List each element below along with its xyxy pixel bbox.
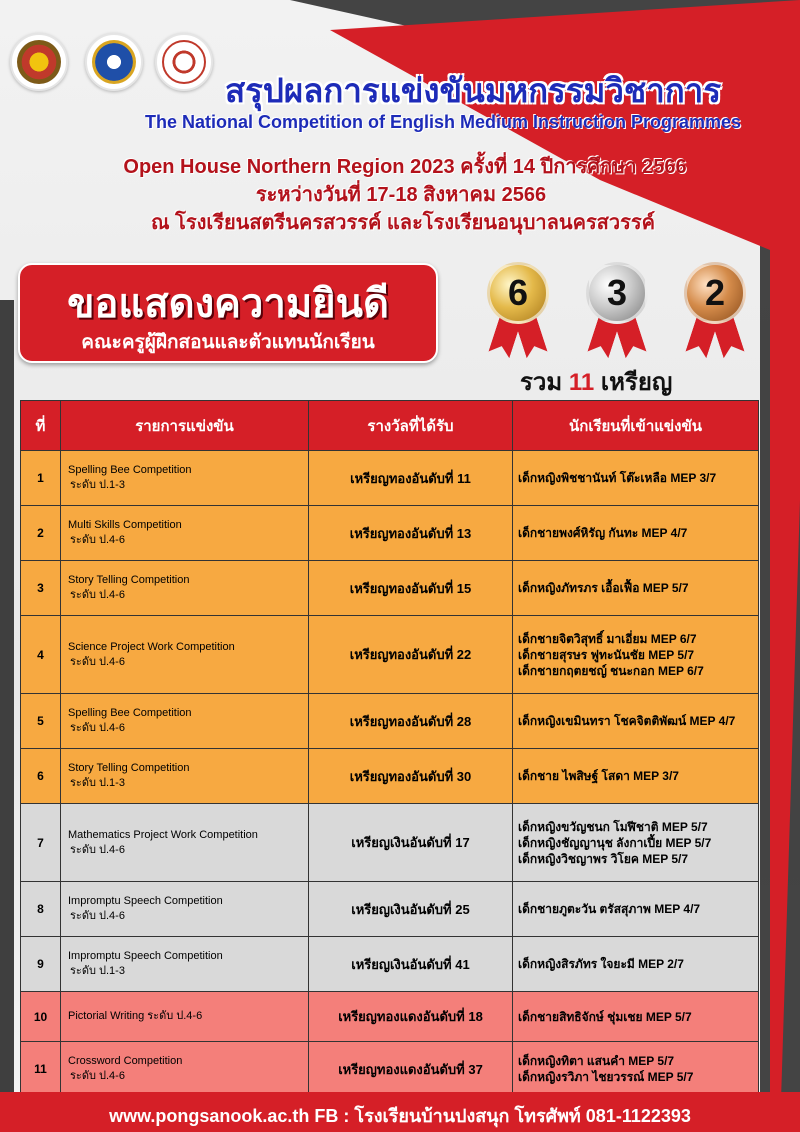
student-name: เด็กชายกฤตยชญ์ ชนะกอก MEP 6/7 xyxy=(518,663,704,678)
header-no: ที่ xyxy=(21,401,61,451)
row-number: 4 xyxy=(21,616,61,694)
total-suffix: เหรียญ xyxy=(600,369,673,396)
competition-name: Story Telling Competition xyxy=(68,762,190,774)
student-name: เด็กหญิงวิชญาพร วิโยค MEP 5/7 xyxy=(518,851,689,866)
students-cell xyxy=(513,1042,759,1097)
competition-name: Science Project Work Competition xyxy=(68,640,235,653)
award-cell: เหรียญทองแดงอันดับที่ 37 xyxy=(309,1042,513,1097)
competition-name: Spelling Bee Competition xyxy=(68,707,192,719)
row-number: 6 xyxy=(21,749,61,804)
bronze-medal-count: 2 xyxy=(684,262,746,324)
competition-cell xyxy=(61,882,309,937)
students-cell xyxy=(513,694,759,749)
students-cell xyxy=(513,749,759,804)
award-cell: เหรียญเงินอันดับที่ 25 xyxy=(309,882,513,937)
congratulations-subheading: คณะครูผู้ฝึกสอนและตัวแทนนักเรียน xyxy=(81,332,375,353)
competition-cell xyxy=(61,616,309,694)
silver-medal-count: 3 xyxy=(586,262,648,324)
table-row xyxy=(21,1042,759,1097)
competition-name: Mathematics Project Work Competition xyxy=(68,828,258,841)
students-cell xyxy=(513,451,759,506)
competition-cell xyxy=(61,451,309,506)
event-name: Open House Northern Region 2023 ครั้งที่ 14 ปีการศึกษา 2566 xyxy=(123,156,687,178)
competition-cell xyxy=(61,506,309,561)
competition-cell xyxy=(61,1042,309,1097)
award-cell: เหรียญทองอันดับที่ 15 xyxy=(309,561,513,616)
award-cell: เหรียญทองอันดับที่ 13 xyxy=(309,506,513,561)
gold-medal-icon xyxy=(483,258,553,358)
student-name: เด็กชายพงศ์หิรัญ กันทะ MEP 4/7 xyxy=(518,526,688,540)
students-cell xyxy=(513,937,759,992)
competition-cell xyxy=(61,561,309,616)
students-cell xyxy=(513,882,759,937)
student-name: เด็กหญิงพิชชานันท์ โต๊ะเหลือ MEP 3/7 xyxy=(518,471,717,485)
competition-name: Story Telling Competition xyxy=(68,574,190,586)
student-name: เด็กชายจิตวิสุทธิ์ มาเอี่ยม MEP 6/7 xyxy=(518,631,697,646)
total-count: 11 xyxy=(568,369,595,396)
table-header-row xyxy=(21,401,759,451)
congratulations-heading: ขอแสดงความยินดี xyxy=(67,282,389,326)
award-cell: เหรียญเงินอันดับที่ 17 xyxy=(309,804,513,882)
event-dates: ระหว่างวันที่ 17-18 สิงหาคม 2566 xyxy=(255,184,547,206)
page-title-english: The National Competition of English Medium Instruction Programmes xyxy=(145,112,742,132)
pongsanook-school-logo xyxy=(155,33,213,91)
students-cell xyxy=(513,506,759,561)
award-cell: เหรียญทองอันดับที่ 30 xyxy=(309,749,513,804)
student-name: เด็กชายสิทธิจักษ์ ชุ่มเชย MEP 5/7 xyxy=(518,1009,692,1024)
students-cell xyxy=(513,804,759,882)
competition-level: ระดับ ป.4-6 xyxy=(70,655,125,668)
row-number: 8 xyxy=(21,882,61,937)
row-number: 1 xyxy=(21,451,61,506)
competition-level: ระดับ ป.1-3 xyxy=(70,965,125,977)
student-name: เด็กชายภูตะวัน ตรัสสุภาพ MEP 4/7 xyxy=(518,902,701,916)
competition-name: Multi Skills Competition xyxy=(68,519,182,531)
competition-name: Crossword Competition xyxy=(68,1055,183,1067)
student-name: เด็กหญิงชัญญานุช ลังกาเปี้ย MEP 5/7 xyxy=(518,835,712,850)
student-name: เด็กหญิงภัทรภร เอื้อเฟื้อ MEP 5/7 xyxy=(518,581,689,595)
footer-contact: www.pongsanook.ac.th FB : โรงเรียนบ้านปงสนุก โทรศัพท์ 081-1122393 xyxy=(109,1106,691,1126)
competition-level: ระดับ ป.4-6 xyxy=(70,910,125,922)
students-cell xyxy=(513,616,759,694)
student-name: เด็กหญิงเขมินทรา โชคจิตติพัฒน์ MEP 4/7 xyxy=(518,714,736,728)
student-name: เด็กหญิงสิรภัทร ใจยะมี MEP 2/7 xyxy=(518,957,684,971)
student-name: เด็กหญิงรวิภา ไชยวรรณ์ MEP 5/7 xyxy=(518,1070,694,1084)
row-number: 7 xyxy=(21,804,61,882)
total-medals xyxy=(520,362,720,401)
table-row xyxy=(21,561,759,616)
student-name: เด็กหญิงทิตา แสนคำ MEP 5/7 xyxy=(518,1054,675,1068)
competition-level: ระดับ ป.4-6 xyxy=(70,843,125,856)
row-number: 11 xyxy=(21,1042,61,1097)
total-prefix: รวม xyxy=(520,369,563,396)
table-row xyxy=(21,616,759,694)
row-number: 9 xyxy=(21,937,61,992)
students-cell xyxy=(513,992,759,1042)
row-number: 5 xyxy=(21,694,61,749)
header-award: รางวัลที่ได้รับ xyxy=(309,401,513,451)
row-number: 2 xyxy=(21,506,61,561)
competition-level: ระดับ ป.1-3 xyxy=(70,777,125,789)
table-row xyxy=(21,451,759,506)
award-cell: เหรียญทองอันดับที่ 11 xyxy=(309,451,513,506)
header-competition: รายการแข่งขัน xyxy=(61,401,309,451)
page-title-thai: สรุปผลการแข่งขันมหกรรมวิชาการ xyxy=(225,72,722,109)
footer-bar xyxy=(0,1092,800,1132)
competition-name: Impromptu Speech Competition xyxy=(68,950,223,962)
award-cell: เหรียญทองอันดับที่ 28 xyxy=(309,694,513,749)
congratulations-banner xyxy=(18,263,438,363)
competition-name: Spelling Bee Competition xyxy=(68,464,192,476)
students-cell xyxy=(513,561,759,616)
bronze-medal-icon xyxy=(680,258,750,358)
award-cell: เหรียญทองแดงอันดับที่ 18 xyxy=(309,992,513,1042)
table-row xyxy=(21,804,759,882)
competition-name: Impromptu Speech Competition xyxy=(68,895,223,907)
competition-level: ระดับ ป.1-3 xyxy=(70,479,125,491)
table-row xyxy=(21,694,759,749)
student-name: เด็กชาย ไพสิษฐ์ โสดา MEP 3/7 xyxy=(518,769,679,783)
table-row xyxy=(21,506,759,561)
table-row xyxy=(21,937,759,992)
competition-cell xyxy=(61,992,309,1042)
gold-medal-count: 6 xyxy=(487,262,549,324)
student-name: เด็กหญิงขวัญชนก โมฬีชาติ MEP 5/7 xyxy=(518,819,708,834)
table-row xyxy=(21,992,759,1042)
row-number: 10 xyxy=(21,992,61,1042)
competition-level: ระดับ ป.4-6 xyxy=(70,589,125,601)
competition-level: ระดับ ป.4-6 xyxy=(70,534,125,546)
school-emblem-logo xyxy=(10,33,68,91)
competition-cell xyxy=(61,749,309,804)
header-students: นักเรียนที่เข้าแข่งขัน xyxy=(513,401,759,451)
mep-program-logo xyxy=(85,33,143,91)
silver-medal-icon xyxy=(582,258,652,358)
award-cell: เหรียญเงินอันดับที่ 41 xyxy=(309,937,513,992)
row-number: 3 xyxy=(21,561,61,616)
student-name: เด็กชายสุรษร ฟูทะนันชัย MEP 5/7 xyxy=(518,647,695,662)
table-row xyxy=(21,882,759,937)
table-row xyxy=(21,749,759,804)
award-cell: เหรียญทองอันดับที่ 22 xyxy=(309,616,513,694)
competition-cell xyxy=(61,937,309,992)
competition-cell xyxy=(61,694,309,749)
competition-cell xyxy=(61,804,309,882)
results-table xyxy=(20,400,759,1097)
competition-level: ระดับ ป.4-6 xyxy=(70,1070,125,1082)
competition-name: Pictorial Writing ระดับ ป.4-6 xyxy=(68,1010,203,1022)
competition-level: ระดับ ป.4-6 xyxy=(70,722,125,734)
event-venue: ณ โรงเรียนสตรีนครสวรรค์ และโรงเรียนอนุบาลนครสวรรค์ xyxy=(151,212,655,234)
